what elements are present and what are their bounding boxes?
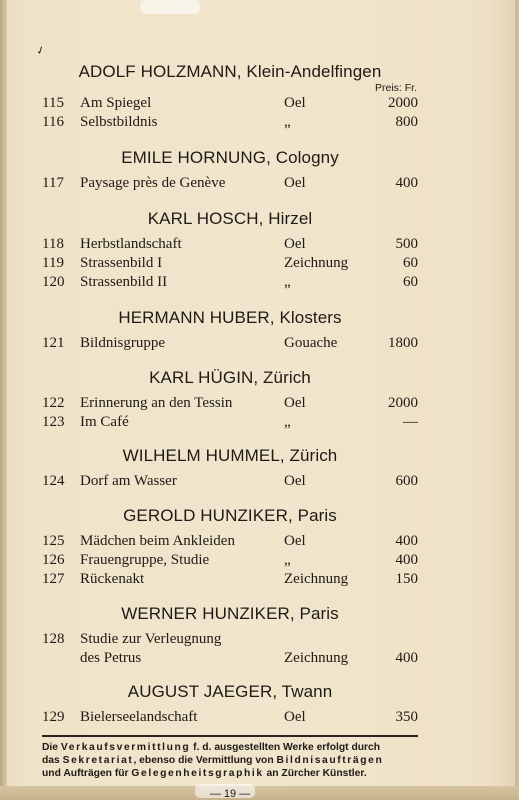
catalog-listing: [42, 62, 418, 800]
entry-number: 122: [42, 395, 65, 411]
entry-medium: „: [284, 114, 291, 130]
page-binding: [0, 0, 7, 800]
catalog-entry: [42, 113, 418, 132]
entry-medium: Oel: [284, 533, 306, 549]
entry-price: 600: [395, 473, 418, 489]
entry-title: Selbstbildnis: [80, 114, 158, 130]
footer-note-text: das: [42, 755, 63, 766]
artist-heading: EMILE HORNUNG, Cologny: [121, 148, 339, 167]
entry-medium: „: [284, 414, 291, 430]
artist-heading: AUGUST JAEGER, Twann: [127, 682, 333, 701]
entry-title: Frauengruppe, Studie: [80, 552, 210, 568]
entry-price: 400: [395, 650, 418, 666]
entry-title: Bielerseelandschaft: [80, 709, 198, 725]
catalog-entry: [42, 472, 418, 491]
catalog-entry: [42, 551, 418, 570]
entry-price: 2000: [388, 95, 418, 111]
entry-number: 124: [42, 473, 65, 489]
entry-medium: Oel: [284, 95, 306, 111]
entry-medium: Gouache: [284, 335, 338, 351]
entry-title: Strassenbild I: [80, 255, 163, 271]
catalog-entry: [42, 235, 418, 254]
entry-medium: Zeichnung: [284, 650, 349, 666]
entry-number: 123: [42, 414, 65, 430]
footer-note-text: f. d. ausgestellten Werke erfolgt durch: [190, 742, 381, 753]
entry-price: 1800: [388, 335, 418, 351]
entry-title-continued: des Petrus: [80, 650, 142, 666]
entry-title: Im Café: [80, 414, 129, 430]
entry-price: —: [403, 414, 418, 430]
catalog-entry: [42, 394, 418, 413]
entry-title: Erinnerung an den Tessin: [80, 395, 233, 411]
catalog-entry: [42, 334, 418, 353]
pencil-mark-icon: ✓: [34, 43, 48, 59]
footer-note-text: Gelegenheitsgraphik: [131, 768, 264, 779]
entry-title: Am Spiegel: [80, 95, 152, 111]
entry-title: Bildnisgruppe: [80, 335, 165, 351]
entry-medium: Zeichnung: [284, 571, 349, 587]
tape-mark-top: [140, 0, 200, 14]
page-number: — 19 —: [209, 788, 251, 800]
footer-note-text: Die: [42, 742, 61, 753]
catalog-entry: [42, 532, 418, 551]
catalog-entry: [42, 174, 418, 193]
footer-note-text: Sekretariat: [62, 755, 134, 766]
price-column-header: Preis: Fr.: [374, 82, 417, 94]
entry-medium: Oel: [284, 473, 306, 489]
entry-medium: Oel: [284, 395, 306, 411]
entry-number: 126: [42, 552, 65, 568]
entry-number: 115: [42, 95, 64, 111]
entry-number: 118: [42, 236, 64, 252]
entry-title: Studie zur Verleugnung: [80, 631, 222, 647]
artist-heading: KARL HÜGIN, Zürich: [149, 368, 311, 387]
entry-number: 119: [42, 255, 64, 271]
catalog-entry: [42, 94, 418, 113]
entry-price: 400: [395, 175, 418, 191]
artist-heading: HERMANN HUBER, Klosters: [118, 308, 342, 327]
footer-note-text: , ebenso die Vermittlung von: [133, 755, 277, 766]
entry-medium: „: [284, 552, 291, 568]
entry-price: 2000: [388, 395, 418, 411]
entry-title: Strassenbild II: [80, 274, 168, 290]
footer-note-text: und Aufträgen für: [42, 768, 132, 779]
entry-title: Mädchen beim Ankleiden: [80, 533, 235, 549]
entry-price: 60: [403, 274, 418, 290]
artist-heading: ADOLF HOLZMANN, Klein-Andelfingen: [78, 62, 382, 81]
footer-note-line: [42, 767, 418, 780]
footer-note-text: Verkaufsvermittlung: [60, 742, 191, 753]
entry-medium: Oel: [284, 236, 306, 252]
catalog-entry: [42, 413, 418, 432]
entry-price: 400: [395, 533, 418, 549]
footer-rule: [42, 735, 418, 737]
entry-number: 125: [42, 533, 65, 549]
entry-number: 117: [42, 175, 64, 191]
entry-medium: Zeichnung: [284, 255, 349, 271]
entry-price: 500: [395, 236, 418, 252]
footer-note-text: an Zürcher Künstler.: [263, 768, 367, 779]
footer-note-text: Bildnisaufträgen: [276, 755, 384, 766]
catalog-entry: [42, 570, 418, 589]
entry-number: 121: [42, 335, 65, 351]
entry-price: 800: [395, 114, 418, 130]
entry-price: 150: [395, 571, 418, 587]
entry-title: Herbstlandschaft: [80, 236, 182, 252]
artist-heading: WILHELM HUMMEL, Zürich: [122, 446, 338, 465]
entry-price: 350: [395, 709, 418, 725]
entry-title: Paysage près de Genève: [80, 175, 226, 191]
catalog-entry: [42, 254, 418, 273]
footer-note-line: [42, 754, 418, 767]
entry-medium: Oel: [284, 709, 306, 725]
artist-heading: KARL HOSCH, Hirzel: [147, 209, 313, 228]
catalog-entry: [42, 273, 418, 292]
entry-price: 60: [403, 255, 418, 271]
entry-number: 120: [42, 274, 65, 290]
catalog-entry: [42, 708, 418, 727]
entry-number: 116: [42, 114, 64, 130]
artist-heading: WERNER HUNZIKER, Paris: [121, 604, 339, 623]
entry-number: 128: [42, 631, 65, 647]
entry-title: Dorf am Wasser: [80, 473, 177, 489]
catalog-entry: [42, 649, 418, 668]
entry-number: 127: [42, 571, 65, 587]
entry-number: 129: [42, 709, 65, 725]
entry-title: Rückenakt: [80, 571, 145, 587]
page-edge: [515, 0, 519, 800]
catalog-entry: [42, 630, 418, 649]
artist-heading: GEROLD HUNZIKER, Paris: [123, 506, 337, 525]
footer-note-line: [42, 741, 418, 754]
entry-medium: „: [284, 274, 291, 290]
entry-medium: Oel: [284, 175, 306, 191]
entry-price: 400: [395, 552, 418, 568]
